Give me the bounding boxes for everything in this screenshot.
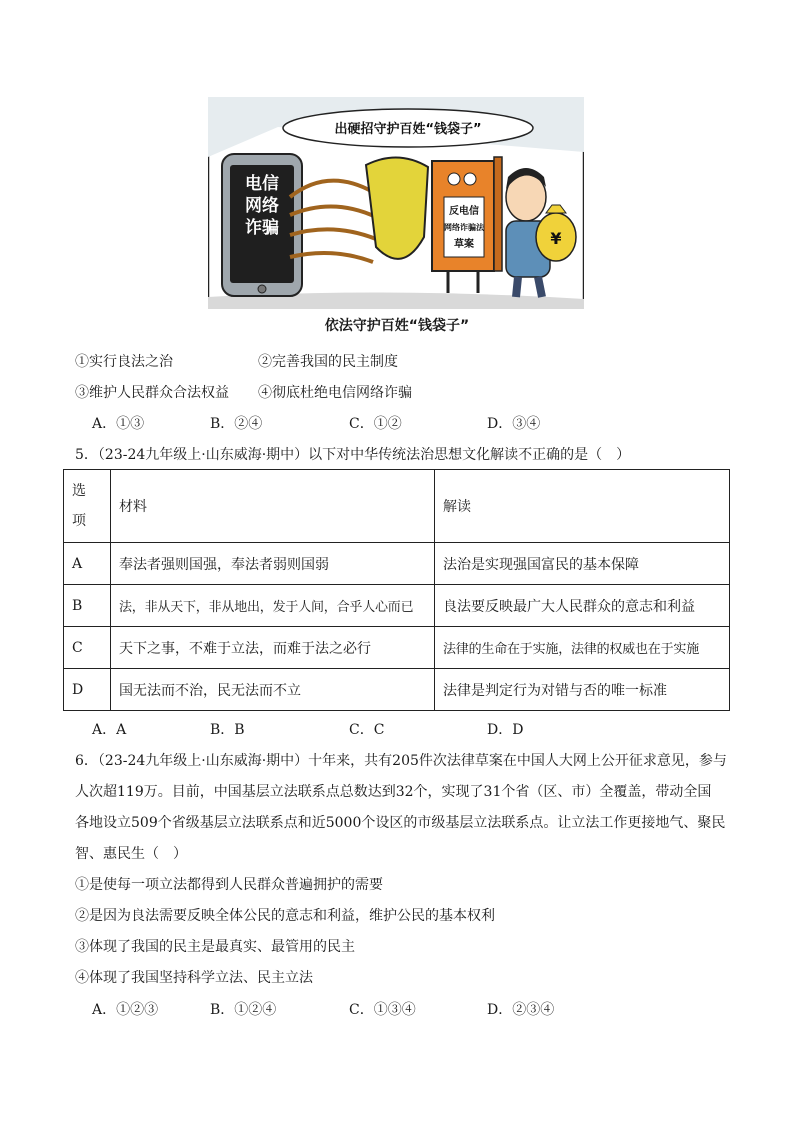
- q6-item-2: ②是因为良法需要反映全体公民的意志和利益，维护公民的基本权利: [75, 908, 495, 924]
- q6-stem-line-4: 智、惠民生（ ）: [75, 846, 187, 862]
- bubble-text: 出硬招守护百姓“钱袋子”: [334, 122, 482, 137]
- q5-option-a[interactable]: A．A: [92, 722, 127, 738]
- q5-table: [63, 469, 730, 711]
- row-reading: 法治是实现强国富民的基本保障: [435, 543, 730, 585]
- header-option: 选项: [64, 470, 111, 543]
- row-reading: 法律是判定行为对错与否的唯一标准: [435, 669, 730, 711]
- book-text-1: 反电信: [449, 206, 479, 217]
- row-reading: 法律的生命在于实施，法律的权威也在于实施: [435, 627, 730, 669]
- q6-item-3: ③体现了我国的民主是最真实、最管用的民主: [75, 939, 355, 955]
- phone-text-3: 诈骗: [245, 218, 279, 238]
- row-key: A: [64, 543, 111, 585]
- q4-option-c[interactable]: C．①②: [349, 416, 402, 432]
- row-key: B: [64, 585, 111, 627]
- money-symbol: ¥: [550, 229, 562, 248]
- q6-option-d[interactable]: D．②③④: [487, 1002, 555, 1018]
- q6-option-a[interactable]: A．①②③: [92, 1002, 159, 1018]
- table-row: [64, 627, 730, 669]
- table-row: [64, 543, 730, 585]
- q5-option-b[interactable]: B．B: [210, 722, 245, 738]
- header-material: 材料: [111, 470, 435, 543]
- row-reading: 良法要反映最广大人民群众的意志和利益: [435, 585, 730, 627]
- header-reading: 解读: [435, 470, 730, 543]
- table-header-row: [64, 470, 730, 543]
- cartoon-illustration: [208, 97, 584, 309]
- phone-text-1: 电信: [245, 174, 279, 194]
- row-material: 奉法者强则国强，奉法者弱则国弱: [111, 543, 435, 585]
- q4-option-b[interactable]: B．②④: [210, 416, 263, 432]
- row-key: D: [64, 669, 111, 711]
- q5-option-c[interactable]: C．C: [349, 722, 385, 738]
- q4-option-d[interactable]: D．③④: [487, 416, 541, 432]
- q4-item-1: ①实行良法之治: [75, 354, 173, 370]
- row-key: C: [64, 627, 111, 669]
- q5-stem: 5．（23-24九年级上·山东威海·期中）以下对中华传统法治思想文化解读不正确的是（ ）: [75, 447, 631, 463]
- q6-stem-line-1: 6．（23-24九年级上·山东威海·期中）十年来，共有205件次法律草案在中国人大网上公开征求意见，参与: [75, 753, 727, 769]
- q4-item-2: ②完善我国的民主制度: [258, 354, 398, 370]
- q6-option-c[interactable]: C．①③④: [349, 1002, 416, 1018]
- q5-option-d[interactable]: D．D: [487, 722, 524, 738]
- book-text-2: 网络诈骗法: [444, 223, 484, 232]
- row-material: 法，非从天下，非从地出，发于人间，合乎人心而已: [111, 585, 435, 627]
- book-text-3: 草案: [454, 239, 474, 250]
- phone-text-2: 网络: [245, 196, 279, 216]
- cartoon-caption: 依法守护百姓“钱袋子”: [324, 318, 470, 334]
- q6-item-4: ④体现了我国坚持科学立法、民主立法: [75, 970, 313, 986]
- table-row: [64, 585, 730, 627]
- row-material: 天下之事，不难于立法，而难于法之必行: [111, 627, 435, 669]
- q6-stem-line-3: 各地设立509个省级基层立法联系点和近5000个设区的市级基层立法联系点。让立法工作更接地气、聚民: [75, 815, 726, 831]
- q6-stem-line-2: 人次超119万。目前，中国基层立法联系点总数达到32个，实现了31个省（区、市）全覆盖，带动全国: [75, 784, 712, 800]
- table-row: [64, 669, 730, 711]
- q4-item-4: ④彻底杜绝电信网络诈骗: [258, 385, 412, 401]
- q6-option-b[interactable]: B．①②④: [210, 1002, 277, 1018]
- q4-option-a[interactable]: A．①③: [92, 416, 145, 432]
- row-material: 国无法而不治，民无法而不立: [111, 669, 435, 711]
- shield-icon: [366, 157, 428, 258]
- q6-item-1: ①是使每一项立法都得到人民群众普遍拥护的需要: [75, 877, 383, 893]
- q4-item-3: ③维护人民群众合法权益: [75, 385, 229, 401]
